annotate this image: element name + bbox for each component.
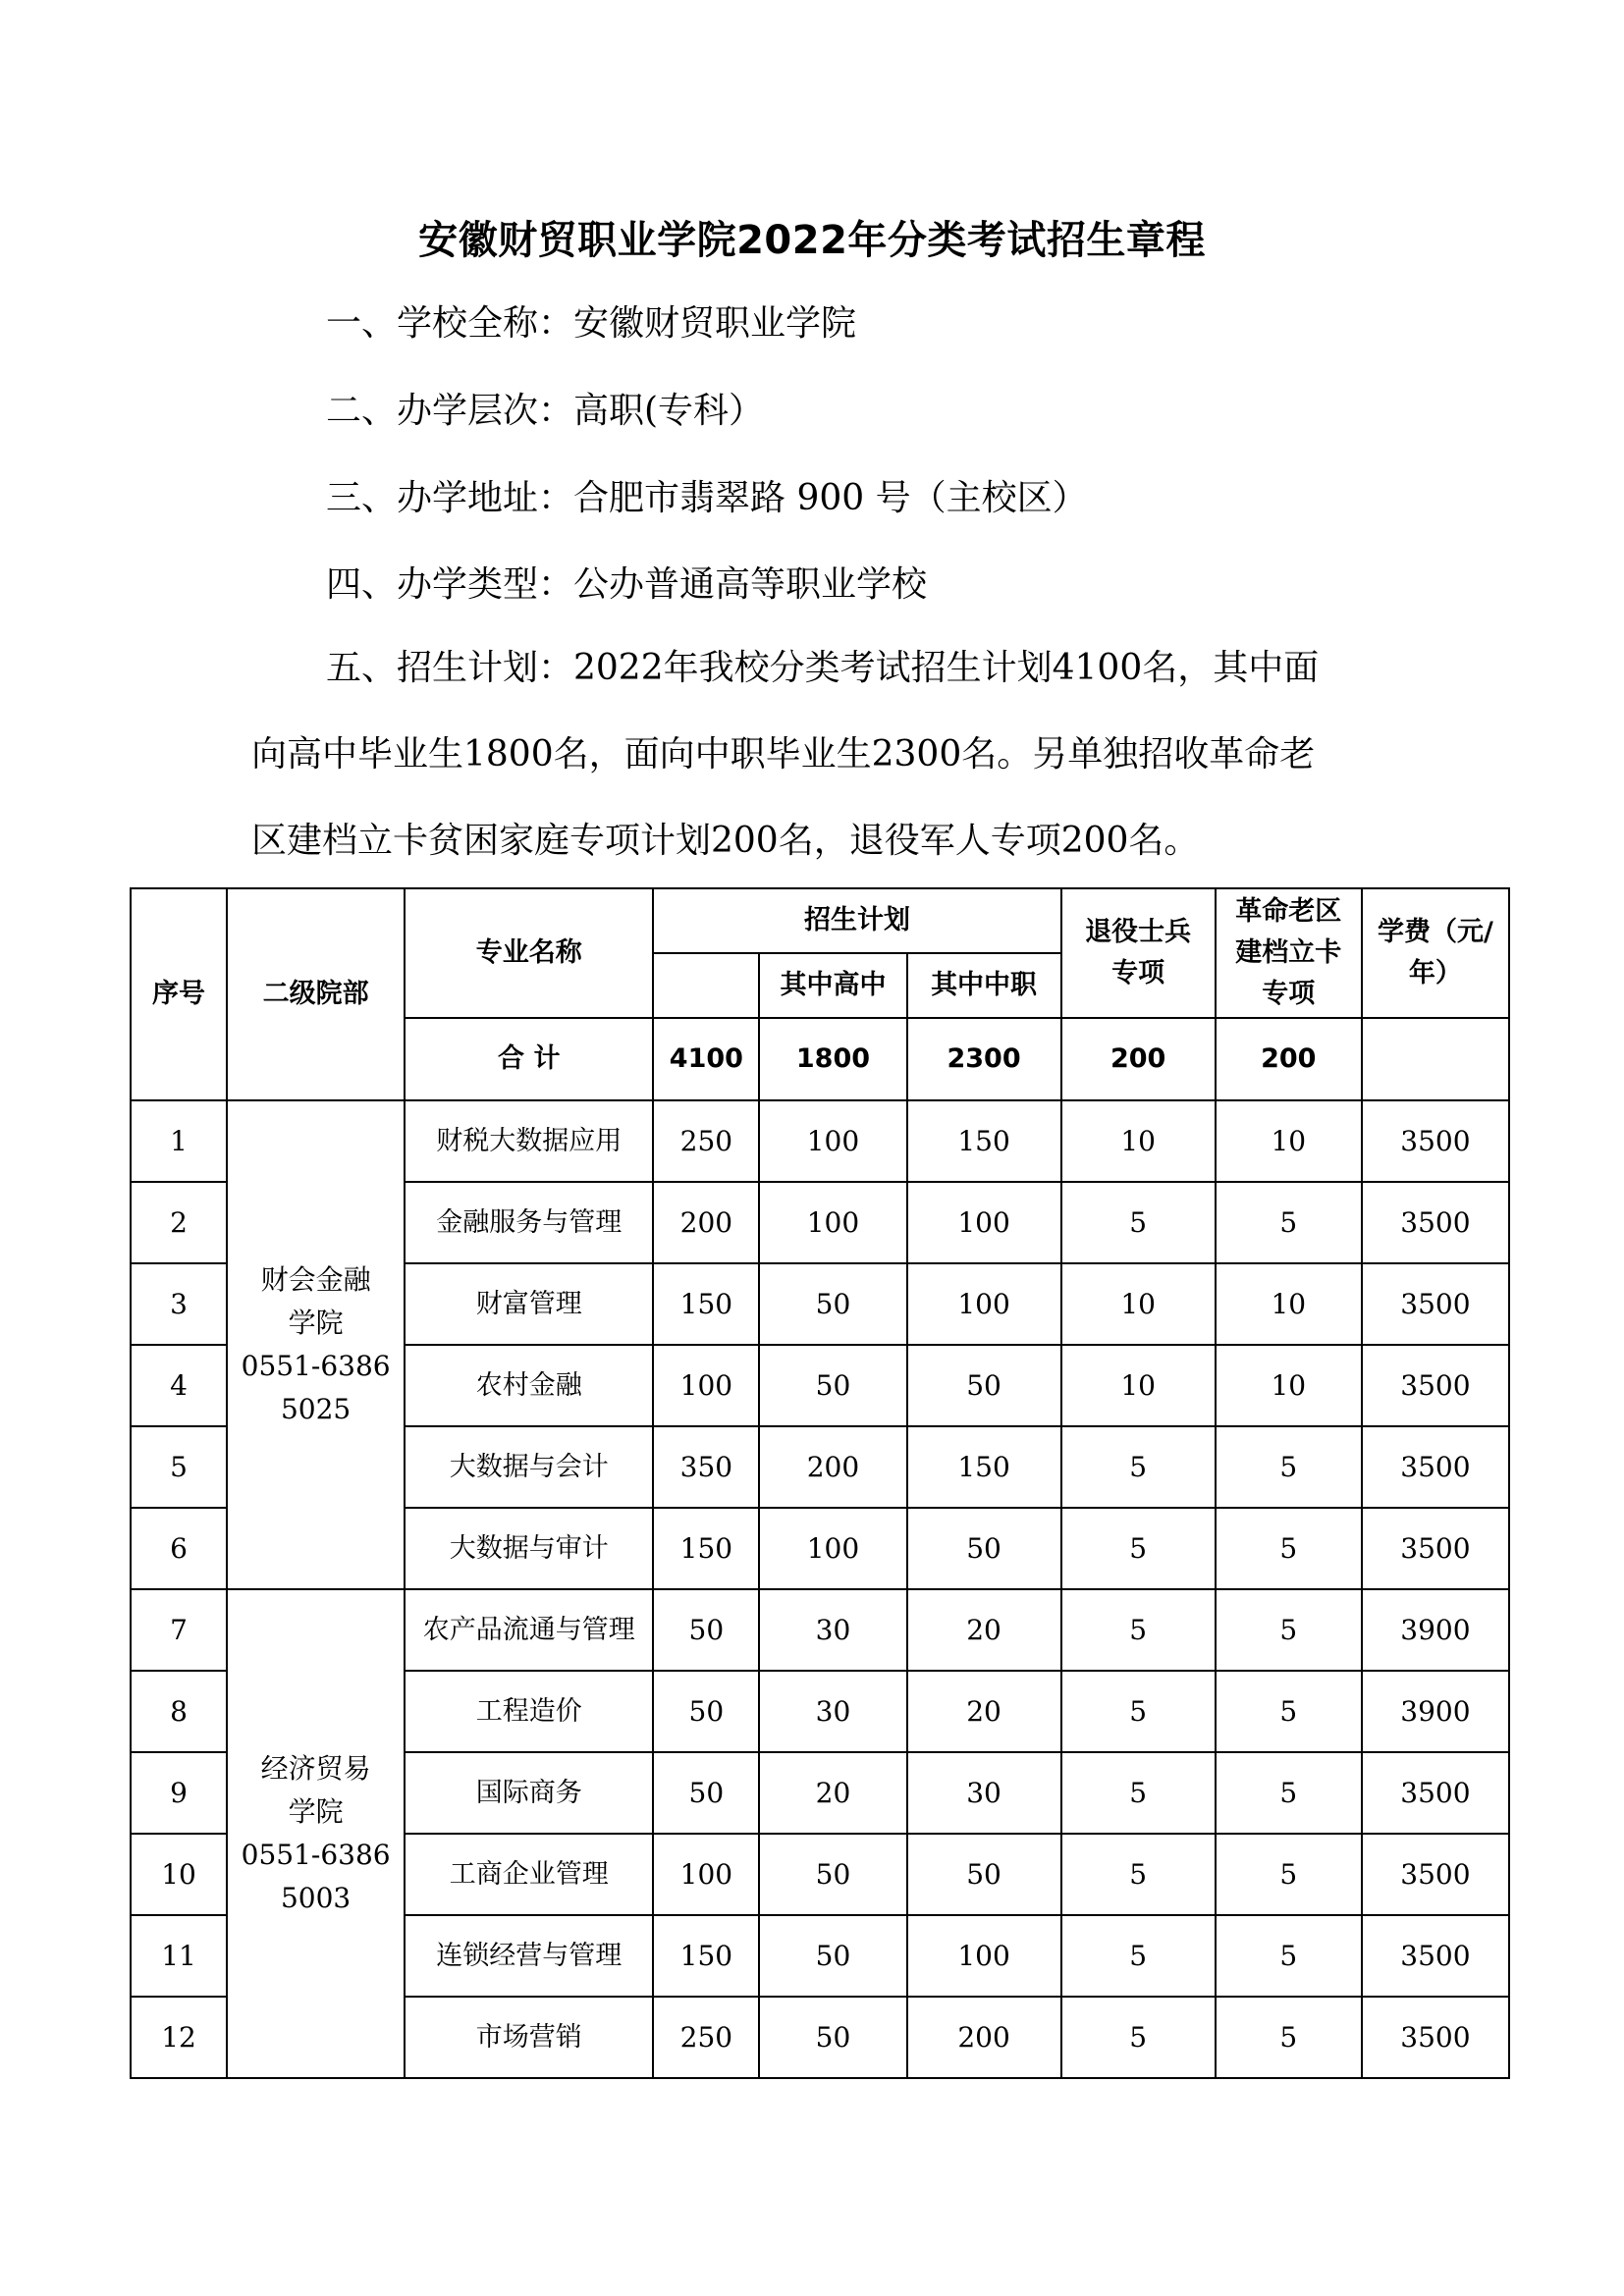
row-fee: 3500 [1362, 1100, 1509, 1182]
header-row [131, 888, 1509, 953]
row-veteran: 5 [1061, 1671, 1216, 1752]
row-vocational: 30 [907, 1752, 1061, 1834]
row-high: 50 [759, 1915, 906, 1997]
row-seq: 8 [131, 1671, 227, 1752]
row-high: 100 [759, 1508, 906, 1589]
row-seq: 5 [131, 1426, 227, 1508]
total-poverty: 200 [1216, 1018, 1362, 1100]
row-veteran: 5 [1061, 1752, 1216, 1834]
row-major: 财富管理 [405, 1263, 653, 1345]
row-high: 50 [759, 1345, 906, 1426]
row-major: 农村金融 [405, 1345, 653, 1426]
row-seq: 10 [131, 1834, 227, 1915]
row-seq: 4 [131, 1345, 227, 1426]
row-poverty: 5 [1216, 1508, 1362, 1589]
row-major: 工商企业管理 [405, 1834, 653, 1915]
header-veteran: 退役士兵 专项 [1061, 888, 1216, 1018]
row-major: 农产品流通与管理 [405, 1589, 653, 1671]
row-poverty: 10 [1216, 1345, 1362, 1426]
row-seq: 11 [131, 1915, 227, 1997]
row-seq: 3 [131, 1263, 227, 1345]
row-poverty: 5 [1216, 1589, 1362, 1671]
dept-line: 5025 [280, 1393, 352, 1425]
document-title: 安徽财贸职业学院2022年分类考试招生章程 [418, 218, 1206, 263]
item-label: 三、办学地址： [326, 478, 574, 518]
row-major: 国际商务 [405, 1752, 653, 1834]
row-high: 50 [759, 1834, 906, 1915]
row-vocational: 100 [907, 1263, 1061, 1345]
item-school-type [326, 561, 927, 609]
row-vocational: 50 [907, 1834, 1061, 1915]
row-vocational: 100 [907, 1182, 1061, 1263]
header-plan-total [653, 953, 759, 1018]
row-plan: 50 [653, 1752, 759, 1834]
row-poverty: 5 [1216, 1997, 1362, 2078]
table-row [131, 1589, 1509, 1671]
row-veteran: 10 [1061, 1263, 1216, 1345]
row-veteran: 5 [1061, 1997, 1216, 2078]
item-education-level [326, 388, 764, 435]
row-vocational: 20 [907, 1589, 1061, 1671]
total-high: 1800 [759, 1018, 906, 1100]
row-plan: 50 [653, 1671, 759, 1752]
row-high: 200 [759, 1426, 906, 1508]
dept-cell [227, 1100, 405, 1589]
row-plan: 350 [653, 1426, 759, 1508]
dept-line: 5003 [280, 1882, 352, 1914]
row-plan: 250 [653, 1997, 759, 2078]
row-vocational: 150 [907, 1100, 1061, 1182]
header-seq: 序号 [131, 888, 227, 1100]
header-dept: 二级院部 [227, 888, 405, 1100]
enrollment-table [130, 887, 1510, 2079]
header-major: 专业名称 [405, 888, 653, 1018]
row-plan: 250 [653, 1100, 759, 1182]
header-plan: 招生计划 [653, 888, 1060, 953]
row-veteran: 5 [1061, 1834, 1216, 1915]
row-vocational: 100 [907, 1915, 1061, 1997]
total-vocational: 2300 [907, 1018, 1061, 1100]
row-vocational: 20 [907, 1671, 1061, 1752]
row-veteran: 5 [1061, 1426, 1216, 1508]
dept-line: 财会金融 [260, 1263, 371, 1296]
row-veteran: 5 [1061, 1589, 1216, 1671]
row-seq: 2 [131, 1182, 227, 1263]
row-poverty: 5 [1216, 1426, 1362, 1508]
row-high: 100 [759, 1182, 906, 1263]
row-fee: 3500 [1362, 1915, 1509, 1997]
row-major: 大数据与会计 [405, 1426, 653, 1508]
row-high: 100 [759, 1100, 906, 1182]
enrollment-plan-paragraph [251, 625, 1396, 884]
row-vocational: 200 [907, 1997, 1061, 2078]
item-value: 公办普通高等职业学校 [573, 564, 928, 605]
row-plan: 50 [653, 1589, 759, 1671]
row-fee: 3500 [1362, 1263, 1509, 1345]
header-poverty: 革命老区 建档立卡 专项 [1216, 888, 1362, 1018]
row-fee: 3500 [1362, 1834, 1509, 1915]
item-value: 合肥市翡翠路 900 号（主校区） [573, 478, 1088, 518]
row-high: 50 [759, 1997, 906, 2078]
row-fee: 3500 [1362, 1345, 1509, 1426]
row-veteran: 10 [1061, 1100, 1216, 1182]
item-value: 高职(专科） [573, 391, 765, 431]
row-plan: 100 [653, 1345, 759, 1426]
row-veteran: 5 [1061, 1182, 1216, 1263]
row-high: 20 [759, 1752, 906, 1834]
total-veteran: 200 [1061, 1018, 1216, 1100]
row-plan: 150 [653, 1915, 759, 1997]
row-plan: 150 [653, 1508, 759, 1589]
dept-line: 学院 [288, 1307, 344, 1339]
row-major: 工程造价 [405, 1671, 653, 1752]
row-fee: 3500 [1362, 1997, 1509, 2078]
row-fee: 3500 [1362, 1182, 1509, 1263]
row-high: 30 [759, 1671, 906, 1752]
row-fee: 3900 [1362, 1589, 1509, 1671]
row-veteran: 10 [1061, 1345, 1216, 1426]
row-seq: 12 [131, 1997, 227, 2078]
row-major: 金融服务与管理 [405, 1182, 653, 1263]
row-poverty: 10 [1216, 1100, 1362, 1182]
row-vocational: 50 [907, 1345, 1061, 1426]
item-address [326, 475, 1088, 522]
row-veteran: 5 [1061, 1508, 1216, 1589]
row-high: 50 [759, 1263, 906, 1345]
dept-line: 经济贸易 [260, 1752, 371, 1785]
paragraph-line: 区建档立卡贫困家庭专项计划200名，退役军人专项200名。 [251, 821, 1200, 861]
dept-cell [227, 1589, 405, 2078]
row-veteran: 5 [1061, 1915, 1216, 1997]
row-poverty: 5 [1216, 1182, 1362, 1263]
row-seq: 9 [131, 1752, 227, 1834]
row-plan: 100 [653, 1834, 759, 1915]
row-major: 大数据与审计 [405, 1508, 653, 1589]
row-major: 连锁经营与管理 [405, 1915, 653, 1997]
row-fee: 3500 [1362, 1426, 1509, 1508]
item-label: 二、办学层次： [326, 391, 574, 431]
row-poverty: 5 [1216, 1671, 1362, 1752]
item-label: 四、办学类型： [326, 564, 574, 605]
item-label: 一、学校全称： [326, 303, 574, 344]
row-poverty: 5 [1216, 1915, 1362, 1997]
row-seq: 6 [131, 1508, 227, 1589]
row-plan: 150 [653, 1263, 759, 1345]
row-major: 市场营销 [405, 1997, 653, 2078]
row-fee: 3500 [1362, 1752, 1509, 1834]
row-poverty: 5 [1216, 1752, 1362, 1834]
row-plan: 200 [653, 1182, 759, 1263]
row-vocational: 50 [907, 1508, 1061, 1589]
header-plan-vocational: 其中中职 [907, 953, 1061, 1018]
row-poverty: 10 [1216, 1263, 1362, 1345]
dept-line: 0551-6386 [241, 1350, 391, 1382]
row-high: 30 [759, 1589, 906, 1671]
total-label: 合 计 [405, 1018, 653, 1100]
paragraph-line: 五、招生计划：2022年我校分类考试招生计划4100名，其中面 [326, 648, 1320, 688]
row-major: 财税大数据应用 [405, 1100, 653, 1182]
table-row [131, 1100, 1509, 1182]
row-poverty: 5 [1216, 1834, 1362, 1915]
row-vocational: 150 [907, 1426, 1061, 1508]
total-plan: 4100 [653, 1018, 759, 1100]
row-fee: 3500 [1362, 1508, 1509, 1589]
paragraph-line: 向高中毕业生1800名，面向中职毕业生2300名。另单独招收革命老 [251, 734, 1316, 774]
row-seq: 7 [131, 1589, 227, 1671]
item-school-name [326, 300, 856, 347]
item-value: 安徽财贸职业学院 [573, 303, 857, 344]
dept-line: 0551-6386 [241, 1839, 391, 1871]
dept-line: 学院 [288, 1795, 344, 1828]
header-plan-high: 其中高中 [759, 953, 906, 1018]
total-fee [1362, 1018, 1509, 1100]
header-fee: 学费（元/ 年） [1362, 888, 1509, 1018]
row-fee: 3900 [1362, 1671, 1509, 1752]
row-seq: 1 [131, 1100, 227, 1182]
